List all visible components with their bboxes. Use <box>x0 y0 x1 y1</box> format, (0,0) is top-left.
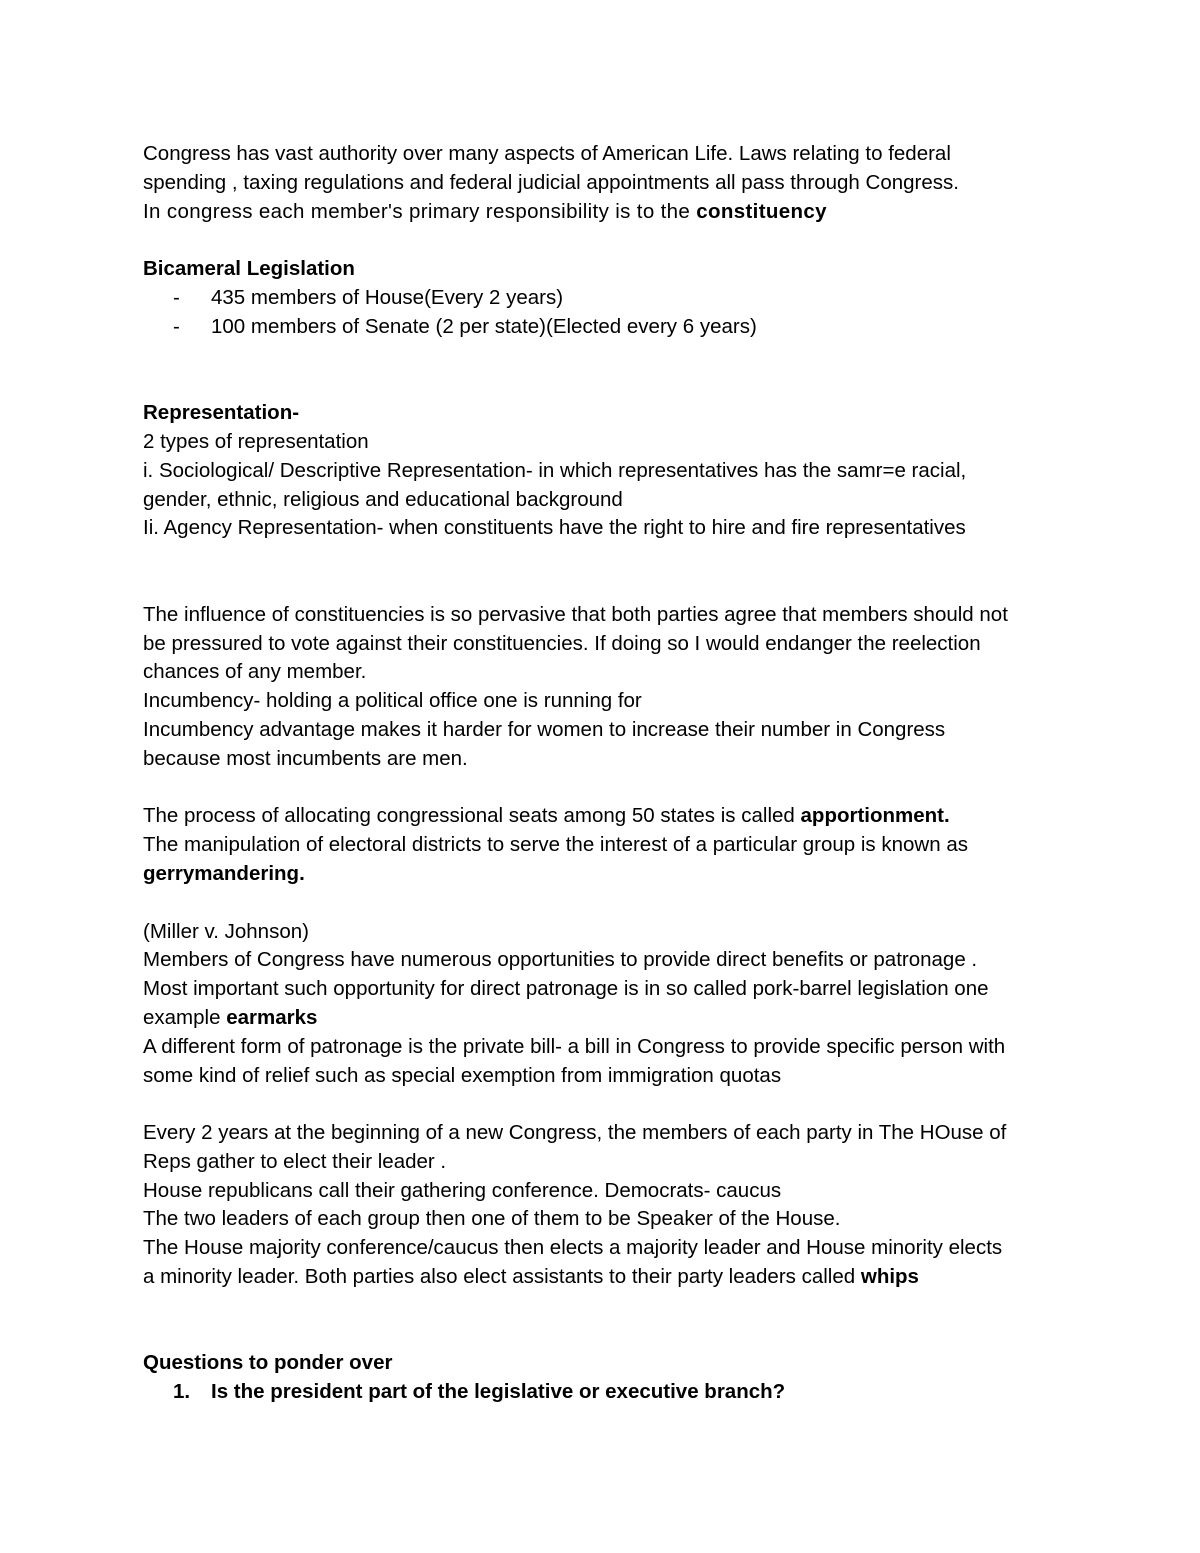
list-marker: - <box>173 314 180 338</box>
influence-line-5: Incumbency advantage makes it harder for women to increase their number in Congress <box>143 717 946 741</box>
question-text: Is the president part of the legislative or executive branch? <box>211 1380 786 1404</box>
leadership-line-3: House republicans call their gathering conference. Democrats- caucus <box>143 1178 782 1202</box>
intro-line-3-text: In congress each member's primary responsibility is to the <box>143 199 697 223</box>
patronage-line-4 <box>143 1004 1073 1033</box>
apportionment-line-1-text: The process of allocating congressional seats among 50 states is called <box>143 804 801 828</box>
patronage-line-5: A different form of patronage is the private bill- a bill in Congress to provide specific person with <box>143 1034 1006 1058</box>
influence-line-4: Incumbency- holding a political office one is running for <box>143 689 642 713</box>
patronage-line-4-text: example <box>143 1005 227 1029</box>
patronage-line-1: (Miller v. Johnson) <box>143 919 309 943</box>
representation-line-4: Ii. Agency Representation- when constituents have the right to hire and fire representatives <box>143 516 966 540</box>
spacer <box>143 543 1073 601</box>
heading-questions: Questions to ponder over <box>143 1351 393 1375</box>
intro-line-3 <box>143 198 1073 227</box>
influence-line-1: The influence of constituencies is so pervasive that both parties agree that members should not <box>143 602 1008 626</box>
influence-line-3: chances of any member. <box>143 660 367 684</box>
influence-line-6: because most incumbents are men. <box>143 746 468 770</box>
apportionment-line-1 <box>143 802 1073 831</box>
leadership-line-1: Every 2 years at the beginning of a new Congress, the members of each party in The HOuse of <box>143 1121 1007 1145</box>
spacer <box>143 774 1073 803</box>
intro-line-1: Congress has vast authority over many aspects of American Life. Laws relating to federal <box>143 142 951 165</box>
heading-bicameral-legislation: Bicameral Legislation <box>143 257 355 281</box>
term-constituency: constituency <box>696 199 827 223</box>
spacer <box>143 889 1073 918</box>
representation-line-1: 2 types of representation <box>143 429 369 453</box>
patronage-line-3: Most important such opportunity for direct patronage is in so called pork-barrel legislation one <box>143 977 989 1001</box>
spacer <box>143 226 1073 255</box>
list-item <box>143 284 1073 313</box>
representation-line-3: gender, ethnic, religious and educational background <box>143 487 623 511</box>
list-item <box>143 313 1073 342</box>
representation-line-2: i. Sociological/ Descriptive Representation- in which representatives has the samr=e racial, <box>143 458 967 482</box>
spacer <box>143 1292 1073 1350</box>
term-gerrymandering: gerrymandering. <box>143 861 305 885</box>
question-item <box>143 1378 1073 1407</box>
list-item-text: 435 members of House(Every 2 years) <box>211 285 564 309</box>
apportionment-line-2: The manipulation of electoral districts to serve the interest of a particular group is known as <box>143 833 968 857</box>
spacer <box>143 342 1073 400</box>
list-item-text: 100 members of Senate (2 per state)(Elected every 6 years) <box>211 314 757 338</box>
question-number: 1. <box>173 1380 191 1404</box>
spacer <box>143 1090 1073 1119</box>
influence-line-2: be pressured to vote against their constituencies. If doing so I would endanger the reelection <box>143 631 981 655</box>
intro-line-2: spending , taxing regulations and federal judicial appointments all pass through Congress. <box>143 170 959 194</box>
leadership-line-2: Reps gather to elect their leader . <box>143 1149 447 1173</box>
leadership-line-4: The two leaders of each group then one of them to be Speaker of the House. <box>143 1207 841 1231</box>
term-apportionment: apportionment. <box>800 804 950 828</box>
leadership-line-6-text: a minority leader. Both parties also elect assistants to their party leaders called <box>143 1265 861 1289</box>
document-body <box>143 140 1073 1407</box>
leadership-line-6 <box>143 1263 1073 1292</box>
leadership-line-5: The House majority conference/caucus then elects a majority leader and House minority elects <box>143 1236 1003 1260</box>
term-earmarks: earmarks <box>226 1005 318 1029</box>
list-marker: - <box>173 285 180 309</box>
term-whips: whips <box>860 1265 919 1289</box>
patronage-line-2: Members of Congress have numerous opportunities to provide direct benefits or patronage . <box>143 948 978 972</box>
patronage-line-6: some kind of relief such as special exemption from immigration quotas <box>143 1063 782 1087</box>
heading-representation: Representation- <box>143 401 300 425</box>
